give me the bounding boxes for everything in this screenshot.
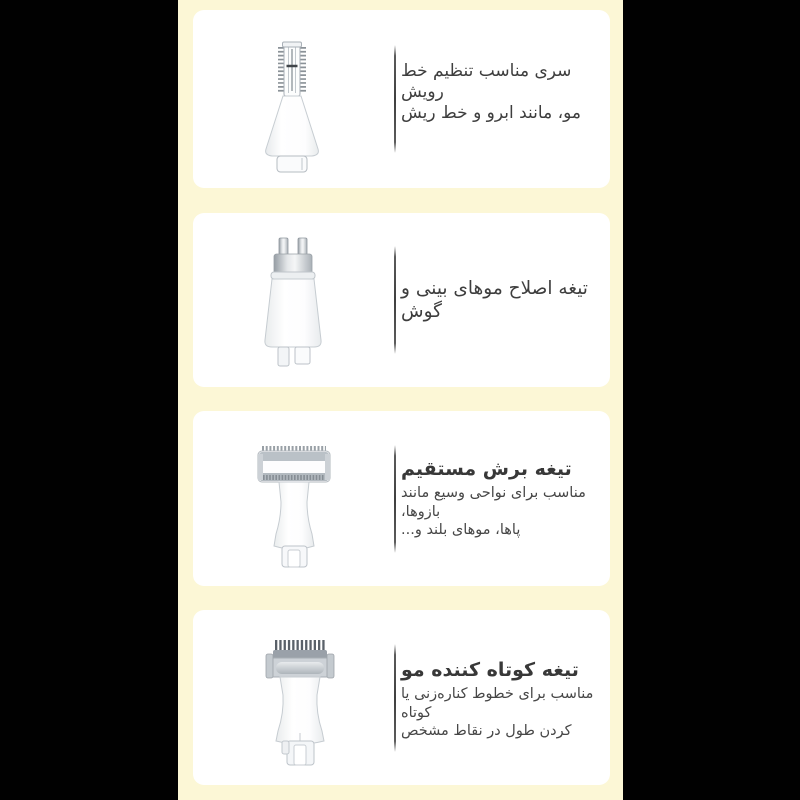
- card-text: [401, 213, 602, 387]
- caption-line: مو، مانند ابرو و خط ریش: [401, 102, 581, 123]
- vertical-divider: [394, 246, 396, 354]
- content-strip: [178, 0, 623, 800]
- left-letterbox-bar: [0, 0, 178, 800]
- caption-line: کردن طول در نقاط مشخص: [401, 723, 572, 740]
- nose-ear-trimmer-head-image: [258, 236, 328, 372]
- hairline-trimmer-head-image: [252, 41, 332, 177]
- card-text: [401, 610, 602, 785]
- vertical-divider: [394, 445, 396, 553]
- caption-line: مناسب برای نواحی وسیع مانند بازوها،: [401, 485, 586, 520]
- card-title: تیغه برش مستقیم: [401, 458, 572, 481]
- caption-line: سری مناسب تنظیم خط رویش: [401, 60, 572, 102]
- caption-line: پاها، موهای بلند و...: [401, 522, 521, 539]
- hair-shortening-clipper-image: [264, 637, 336, 775]
- card-text: [401, 10, 602, 188]
- vertical-divider: [394, 45, 396, 153]
- card-title: تیغه کوتاه کننده مو: [401, 659, 579, 682]
- caption-line: مناسب برای خطوط کناره‌زنی یا کوتاه: [401, 686, 594, 721]
- right-letterbox-bar: [623, 0, 800, 800]
- card-text: [401, 411, 602, 586]
- product-card-hair-shortener: [193, 610, 610, 785]
- vertical-divider: [394, 644, 396, 752]
- product-card-straight-blade: [193, 411, 610, 586]
- straight-cut-blade-image: [251, 444, 337, 576]
- caption-line: تیغه اصلاح موهای بینی و گوش: [401, 278, 588, 322]
- product-card-hairline-trimmer: [193, 10, 610, 188]
- product-card-nose-ear-trimmer: [193, 213, 610, 387]
